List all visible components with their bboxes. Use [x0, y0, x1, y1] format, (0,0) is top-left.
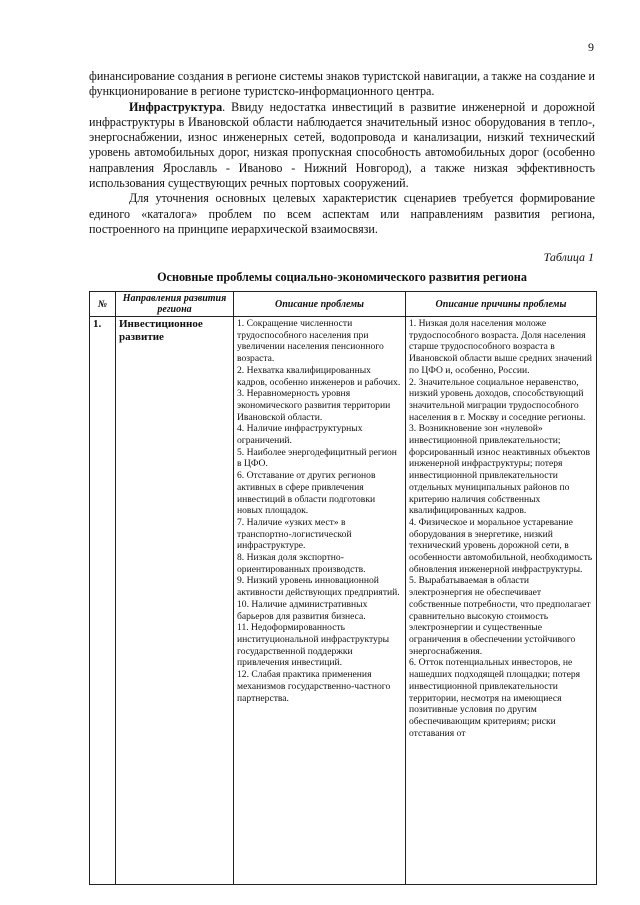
- header-cause: Описание причины проблемы: [406, 292, 597, 317]
- paragraph-2-heading: Инфраструктура: [129, 99, 223, 114]
- table-title: Основные проблемы социально-экономического развития региона: [157, 270, 527, 284]
- cause-item: 3. Возникновение зон «нулевой» инвестиционной привлекательности; форсированный износ неактивных объектов инженерной инфраструктуры; потеря инвестиционной привлекательности отдельных муниципальных районов по критерию наличия собственных квалифицированных кадров.: [409, 423, 590, 517]
- problem-item: 11. Недоформированность институциональной инфраструктуры государственной поддержки привлечения инвестиций.: [237, 622, 390, 669]
- table-row: [90, 317, 597, 885]
- cause-item: 2. Значительное социальное неравенство, низкий уровень доходов, способствующий значительной миграции трудоспособного населения в г. Москву и соседние регионы.: [409, 376, 586, 423]
- cause-item: 5. Вырабатываемая в области электроэнергия не обеспечивает собственные потребности, что предполагает сравнительно высокую стоимость электроэнергии и существенные ограничения в обеспечении устойчивого энергоснабжения.: [409, 575, 591, 657]
- problem-item: 3. Неравномерность уровня экономического развития территории Ивановской области.: [237, 388, 391, 423]
- problem-item: 7. Наличие «узких мест» в транспортно-логистической инфраструктуре.: [237, 516, 352, 552]
- cause-item: 6. Отток потенциальных инвесторов, не нашедших подходящей площадки; потеря инвестиционной привлекательности территории, несмотря на имеющиеся позитивные условия по другим обеспечивающим критериям; риски отставания от: [409, 657, 581, 739]
- table-label: Таблица 1: [543, 250, 594, 264]
- problem-item: 5. Наиболее энергодефицитный регион в ЦФО.: [237, 446, 397, 470]
- problem-item: 8. Низкая доля экспортно-ориентированных производств.: [237, 552, 366, 575]
- cause-item: 4. Физическое и моральное устаревание оборудования в энергетике, низкий технический уровень дорожной сети, в особенности автомобильной, необходимость обновления инженерной инфраструктуры.: [409, 516, 593, 575]
- problem-item: 6. Отставание от других регионов активных в сфере привлечения инвестиций в области подготовки новых площадок.: [237, 470, 376, 517]
- problem-item: 10. Наличие административных барьеров для развития бизнеса.: [237, 598, 368, 622]
- paragraph-2-text: . Ввиду недостатка инвестиций в развитие инженерной и дорожной инфраструктуры в Ивановской области наблюдается значительный износ оборудования в тепло-, энергоснабжении, износ инженерных сетей, водопровода и канализации, низкий технический уровень автомобильных дорог, низкая пропускная способность автомобильных дорог (особенно направления Ярославль - Иваново - Нижний Новгород), а также низкая эффективность использования существующих речных портовых сооружений.: [89, 99, 595, 191]
- causes-cell: [406, 317, 597, 885]
- problem-item: 2. Нехватка квалифицированных кадров, особенно инженеров и рабочих.: [237, 364, 401, 388]
- cause-item: 1. Низкая доля населения моложе трудоспособного возраста. Доля населения старше трудоспособного возраста в Ивановской области выше средних значений по ЦФО и, особенно, России.: [409, 318, 593, 376]
- problem-item: 4. Наличие инфраструктурных ограничений.: [237, 423, 363, 447]
- header-num: №: [90, 292, 116, 317]
- header-problem: Описание проблемы: [234, 292, 406, 317]
- problems-table: [89, 291, 597, 885]
- header-direction: Направления развития региона: [116, 292, 234, 317]
- row-direction: Инвестиционное развитие: [116, 317, 234, 885]
- paragraph-1: финансирование создания в регионе системы знаков туристской навигации, а также на создание и функционирование в регионе туристско-информационного центра.: [89, 69, 595, 99]
- problem-item: 12. Слабая практика применения механизмов государственно-частного партнерства.: [237, 669, 391, 704]
- body-text: [89, 69, 595, 237]
- row-num: 1.: [90, 317, 116, 885]
- paragraph-3: Для уточнения основных целевых характеристик сценариев требуется формирование единого «каталога» проблем по всем аспектам или направлениям развития региона, построенного на принципе иерархической взаимосвязи.: [89, 191, 595, 236]
- problems-cell: [234, 317, 406, 885]
- problem-item: 1. Сокращение численности трудоспособного населения при увеличении населения пенсионного возраста.: [237, 318, 384, 365]
- table-header-row: [90, 292, 597, 317]
- problem-item: 9. Низкий уровень инновационной активности действующих предприятий.: [237, 575, 400, 599]
- paragraph-2: [89, 100, 595, 192]
- page-number: 9: [588, 40, 594, 54]
